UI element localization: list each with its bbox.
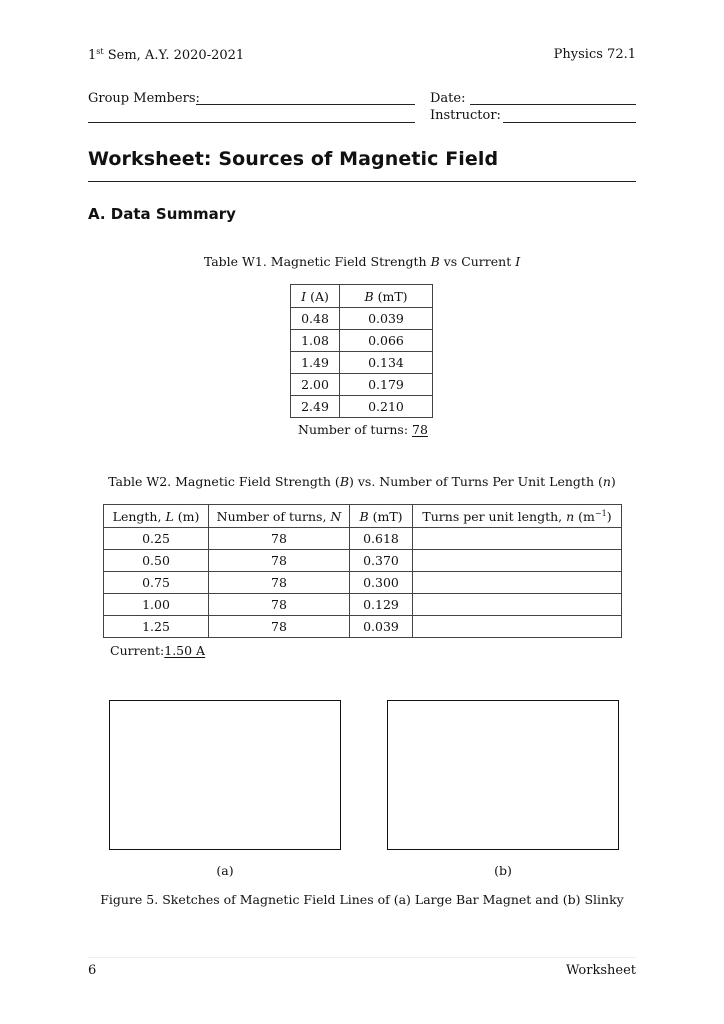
table2-caption-var-b: B [339, 474, 349, 489]
table-cell[interactable]: 78 [209, 550, 350, 572]
current-label: Current: [110, 643, 165, 658]
table2 [103, 504, 622, 638]
turns-value: 78 [412, 422, 428, 437]
page-number: 6 [88, 963, 97, 978]
table2-caption-c: ) vs. Number of Turns Per Unit Length ( [349, 474, 603, 489]
subfigure-label-a: (a) [216, 863, 234, 878]
table-cell[interactable]: 0.179 [340, 374, 433, 396]
table2-caption-a: Table W2. Magnetic Field Strength ( [108, 474, 340, 489]
semester-label [88, 47, 244, 63]
table-cell[interactable] [413, 550, 622, 572]
table-cell[interactable]: 0.370 [350, 550, 413, 572]
table-row [104, 616, 622, 638]
table2-header-row [104, 505, 622, 528]
instructor-label: Instructor: [430, 108, 501, 123]
table-cell[interactable]: 0.039 [350, 616, 413, 638]
course-label: Physics 72.1 [553, 47, 636, 62]
table1-caption-prefix: Table W1. Magnetic Field Strength [203, 254, 431, 269]
table1-header-field-unit: (mT) [373, 288, 408, 304]
table-cell[interactable] [413, 572, 622, 594]
table-row [104, 572, 622, 594]
table-row [104, 550, 622, 572]
table-cell[interactable]: 0.50 [104, 550, 209, 572]
table2-header-length-unit: (m) [173, 508, 200, 524]
table1-caption-mid: vs Current [439, 254, 516, 269]
table-row [291, 330, 433, 352]
current-value: 1.50 A [164, 643, 206, 658]
instructor-line[interactable] [503, 122, 636, 123]
table-cell[interactable]: 78 [209, 572, 350, 594]
table-cell[interactable]: 1.00 [104, 594, 209, 616]
table-cell[interactable]: 78 [209, 616, 350, 638]
table-cell[interactable]: 1.25 [104, 616, 209, 638]
group-members-label: Group Members: [88, 91, 200, 106]
table2-header-field-unit: (mT) [368, 508, 403, 524]
table1-header-field [340, 285, 433, 308]
table-cell[interactable]: 2.00 [291, 374, 340, 396]
table-cell[interactable]: 0.210 [340, 396, 433, 418]
table2-header-turns-var: N [330, 508, 342, 524]
group-members-line-2[interactable] [88, 122, 415, 123]
table1-header-field-var: B [364, 288, 374, 304]
table-cell[interactable]: 0.300 [350, 572, 413, 594]
table-cell[interactable] [413, 528, 622, 550]
table2-header-field [350, 505, 413, 528]
table-row [104, 528, 622, 550]
table1-header-current [291, 285, 340, 308]
table2-header-length-var: L [165, 508, 174, 524]
table-cell[interactable]: 0.25 [104, 528, 209, 550]
table2-caption-e: ) [610, 474, 616, 489]
table-row [291, 374, 433, 396]
table2-header-length [104, 505, 209, 528]
table-cell[interactable]: 0.134 [340, 352, 433, 374]
table2-header-turns [209, 505, 350, 528]
title-divider [88, 181, 636, 182]
footer-label: Worksheet [565, 963, 636, 978]
table-row [104, 594, 622, 616]
table-cell[interactable]: 1.49 [291, 352, 340, 374]
sketch-box-slinky[interactable] [387, 700, 619, 850]
table-cell[interactable]: 0.75 [104, 572, 209, 594]
date-line[interactable] [470, 104, 636, 105]
table2-caption-var-n: n [602, 474, 611, 489]
table-row [291, 308, 433, 330]
semester-ordinal: st [96, 47, 104, 56]
table2-header-density-unit-b: ) [606, 508, 612, 524]
table1-caption-var-b: B [430, 254, 440, 269]
table2-caption [0, 474, 724, 489]
subfigure-label-b: (b) [494, 863, 512, 878]
current-note [110, 643, 205, 658]
table2-header-density-exponent: −1 [594, 508, 607, 518]
table-cell[interactable]: 0.129 [350, 594, 413, 616]
page-title: Worksheet: Sources of Magnetic Field [88, 148, 499, 170]
table-cell[interactable]: 0.48 [291, 308, 340, 330]
table1-caption-var-i: I [515, 254, 521, 269]
table2-header-density-text: Turns per unit length, [422, 508, 567, 524]
figure-caption: Figure 5. Sketches of Magnetic Field Lines of (a) Large Bar Magnet and (b) Slinky [100, 892, 624, 907]
table2-header-density-unit-a: (m [574, 508, 595, 524]
semester-text: Sem, A.Y. 2020-2021 [103, 48, 245, 63]
table1 [290, 284, 433, 418]
section-heading: A. Data Summary [88, 205, 236, 223]
table-cell[interactable]: 0.039 [340, 308, 433, 330]
table-cell[interactable] [413, 616, 622, 638]
table1-header-row [291, 285, 433, 308]
table-cell[interactable]: 1.08 [291, 330, 340, 352]
turns-label: Number of turns: [298, 422, 413, 437]
semester-number: 1 [88, 48, 97, 63]
turns-note [298, 422, 428, 437]
table2-header-density-var: n [566, 508, 575, 524]
table-row [291, 352, 433, 374]
table2-header-density [413, 505, 622, 528]
group-members-line-1[interactable] [196, 104, 415, 105]
table1-caption [0, 254, 724, 269]
table-cell[interactable]: 2.49 [291, 396, 340, 418]
table2-header-turns-text: Number of turns, [216, 508, 331, 524]
table1-header-current-unit: (A) [306, 288, 329, 304]
table2-header-length-text: Length, [112, 508, 166, 524]
table1-header-current-var: I [301, 288, 307, 304]
table-cell[interactable]: 78 [209, 594, 350, 616]
sketch-box-bar-magnet[interactable] [109, 700, 341, 850]
table-row [291, 396, 433, 418]
date-label: Date: [430, 91, 466, 106]
table-cell[interactable]: 0.066 [340, 330, 433, 352]
table-cell[interactable]: 78 [209, 528, 350, 550]
table-cell[interactable]: 0.618 [350, 528, 413, 550]
table-cell[interactable] [413, 594, 622, 616]
table2-header-field-var: B [359, 508, 369, 524]
footer-divider [88, 957, 636, 958]
